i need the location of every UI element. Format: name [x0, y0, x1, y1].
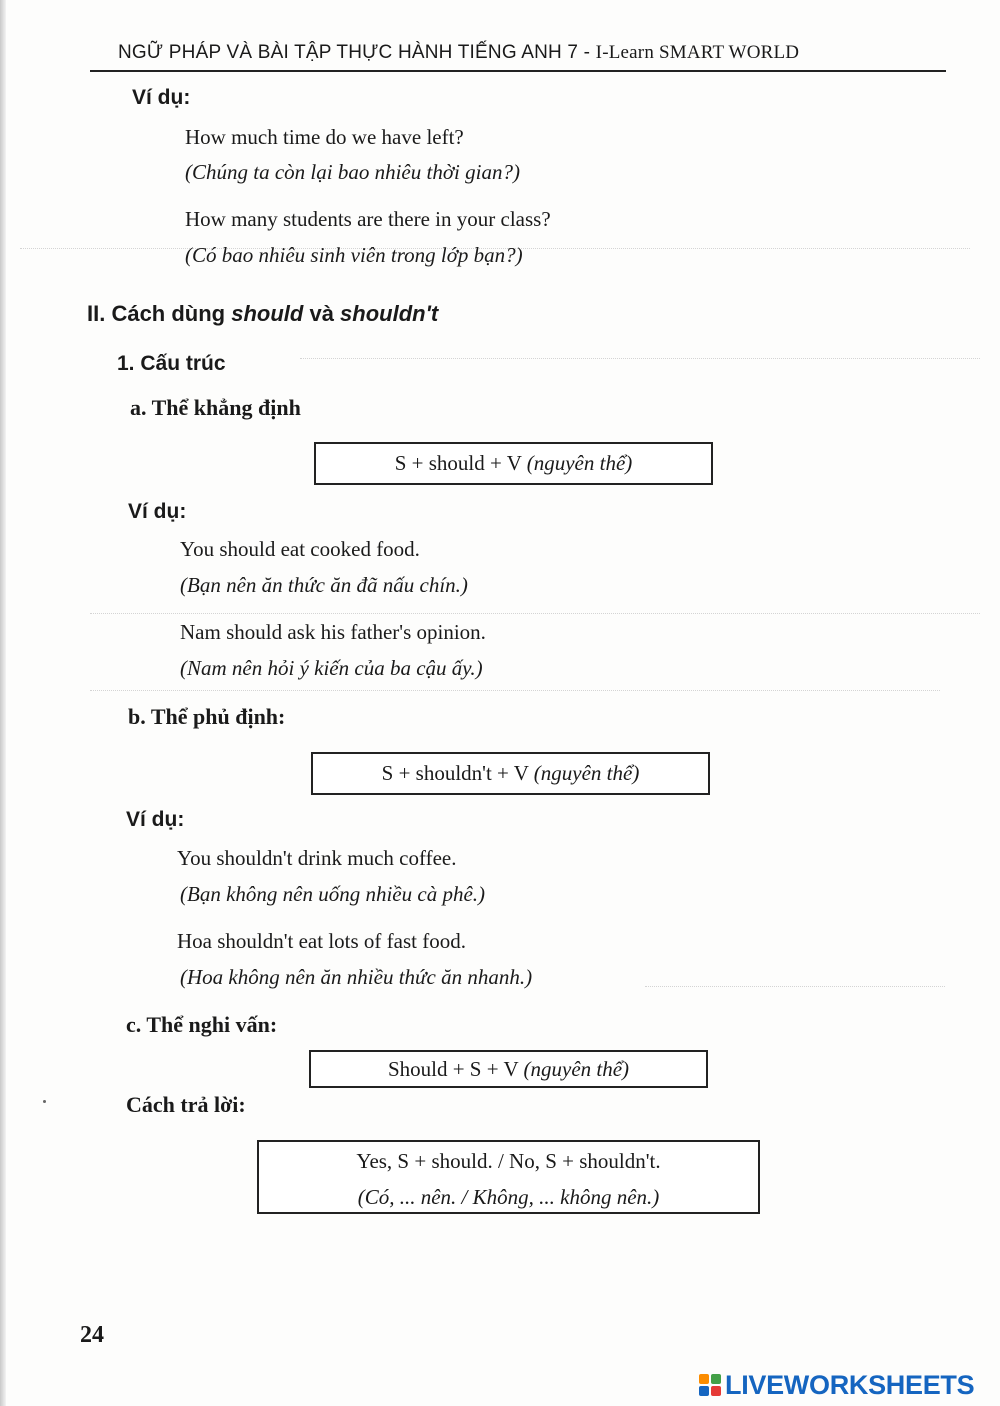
header-title [118, 42, 799, 64]
scan-speck [43, 1100, 46, 1103]
liveworksheets-logo-icon [698, 1373, 722, 1397]
question-heading: c. Thể nghi vấn: [126, 1012, 278, 1037]
negative-formula-note: (nguyên thể) [533, 761, 640, 785]
affirmative-example-2-en: Nam should ask his father's opinion. [180, 620, 486, 644]
structure-heading: 1. Cấu trúc [117, 352, 226, 375]
affirmative-formula-box [314, 442, 713, 485]
intro-example-1-vi: (Chúng ta còn lại bao nhiêu thời gian?) [185, 160, 520, 184]
affirmative-example-label: Ví dụ: [128, 500, 187, 523]
intro-example-1-en: How much time do we have left? [185, 125, 464, 149]
question-formula-note: (nguyên thể) [523, 1057, 630, 1081]
intro-example-label: Ví dụ: [132, 86, 191, 109]
section-title [87, 301, 438, 327]
question-formula: Should + S + V [387, 1057, 524, 1081]
negative-example-1-vi: (Bạn không nên uống nhiều cà phê.) [180, 882, 486, 906]
section-title-prefix: II. Cách dùng [87, 301, 232, 326]
scan-artifact-line [300, 358, 980, 360]
answer-line-1: Yes, S + should. / No, S + shouldn't. [356, 1149, 661, 1173]
scan-edge [0, 0, 6, 1406]
header-title-main: NGỮ PHÁP VÀ BÀI TẬP THỰC HÀNH TIẾNG ANH 7 - [118, 42, 596, 63]
scan-artifact-line [645, 986, 945, 988]
scan-artifact-line [90, 613, 980, 615]
affirmative-example-2-vi: (Nam nên hỏi ý kiến của ba cậu ấy.) [180, 656, 483, 680]
negative-formula-box [311, 752, 710, 795]
affirmative-formula-note: (nguyên thể) [526, 451, 633, 475]
answer-box [257, 1140, 760, 1214]
intro-example-2-vi: (Có bao nhiêu sinh viên trong lớp bạn?) [185, 243, 523, 267]
page-number: 24 [80, 1322, 104, 1348]
negative-example-label: Ví dụ: [126, 808, 185, 831]
page-header [90, 38, 946, 72]
negative-example-2-en: Hoa shouldn't eat lots of fast food. [177, 929, 466, 953]
header-title-series: I-Learn SMART WORLD [595, 42, 800, 63]
affirmative-example-1-vi: (Bạn nên ăn thức ăn đã nấu chín.) [180, 573, 468, 597]
scan-artifact-line [90, 690, 940, 692]
answer-label: Cách trả lời: [126, 1092, 246, 1117]
answer-line-2: (Có, ... nên. / Không, ... không nên.) [357, 1185, 660, 1209]
affirmative-example-1-en: You should eat cooked food. [180, 537, 420, 561]
affirmative-formula: S + should + V [394, 451, 527, 475]
section-title-should: should [231, 301, 304, 326]
negative-heading: b. Thể phủ định: [128, 704, 286, 729]
negative-example-2-vi: (Hoa không nên ăn nhiều thức ăn nhanh.) [180, 965, 533, 989]
liveworksheets-logo-text: LIVEWORKSHEETS [725, 1370, 975, 1400]
section-title-shouldnt: shouldn't [340, 301, 439, 326]
section-title-and: và [303, 301, 341, 326]
question-formula-box [309, 1050, 708, 1088]
negative-example-1-en: You shouldn't drink much coffee. [177, 846, 457, 870]
affirmative-heading: a. Thể khẳng định [130, 395, 301, 420]
negative-formula: S + shouldn't + V [381, 761, 534, 785]
intro-example-2-en: How many students are there in your class? [185, 207, 551, 231]
